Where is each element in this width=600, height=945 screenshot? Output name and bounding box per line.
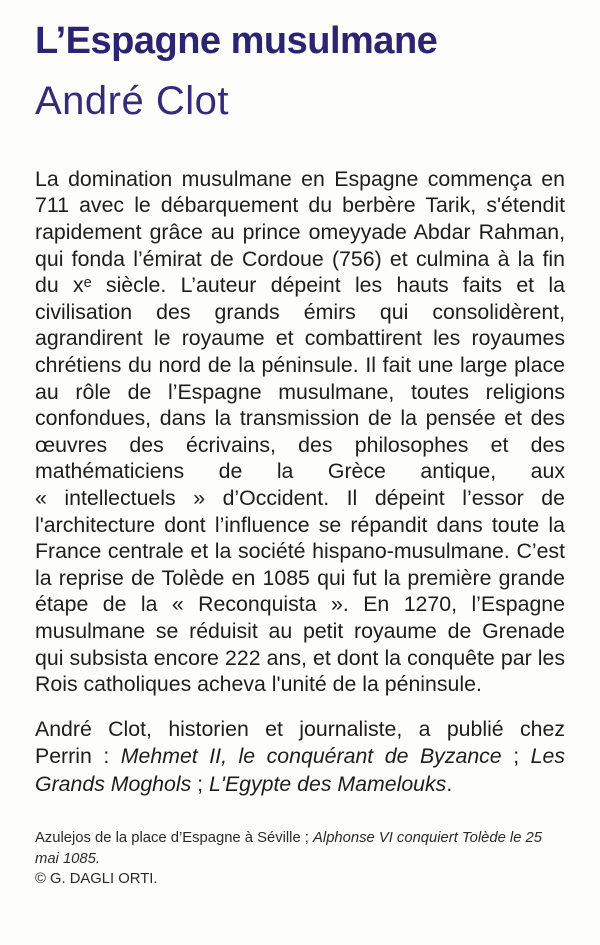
bio-separator: ; (191, 771, 210, 796)
bio-end-punctuation: . (446, 771, 453, 796)
author-name: André Clot (35, 78, 229, 123)
bio-separator: ; (501, 744, 531, 769)
page-title: L’Espagne musulmane (35, 20, 438, 62)
bio-intro-text: André Clot, historien et journaliste, a publié chez Perrin : (35, 716, 565, 769)
caption-artwork-title: Alphonse VI conquiert Tolède le 25 mai 1085. (35, 830, 542, 867)
book-title-grands-moghols: Les Grands Moghols (35, 744, 565, 796)
book-title-egypte-mamelouks: L'Egypte des Mamelouks (209, 771, 447, 796)
synopsis-paragraph: La domination musulmane en Espagne commença en 711 avec le débarquement du berbère Tarik, s'étendit rapidement grâce au prince omeyyade Abdar Rahman, qui fonda l’émirat de Cordoue (756) et culmina à la fin du xᵉ siècle. L’auteur dépeint les hauts faits et la civilisation des grands émirs qui consolidèrent, agrandirent le royaume et combattirent les royaumes chrétiens du nord de la péninsule. Il fait une large place au rôle de l’Espagne musulmane, toutes religions confondues, dans la transmission de la pensée et des œuvres des écrivains, des philosophes et des mathématiciens de la Grèce antique, aux « intellectuels » d’Occident. Il dépeint l’essor de l'architecture dont l’influence se répandit dans toute la France centrale et la société hispano-musulmane. C’est la reprise de Tolède en 1085 qui fut la première grande étape de la « Reconquista ». En 1270, l’Espagne musulmane se réduisit au petit royaume de Grenade qui subsista encore 222 ans, et dont la conquête par les Rois catholiques acheva l'unité de la péninsule. (35, 166, 565, 697)
book-title-mehmet-ii: Mehmet II, le conquérant de Byzance (120, 744, 502, 769)
author-bio-paragraph (35, 716, 565, 799)
caption-description-text: Azulejos de la place d’Espagne à Séville ; (35, 830, 314, 847)
copyright-credit-line: © G. DAGLI ORTI. (35, 871, 158, 888)
photo-credit-caption (35, 828, 565, 890)
